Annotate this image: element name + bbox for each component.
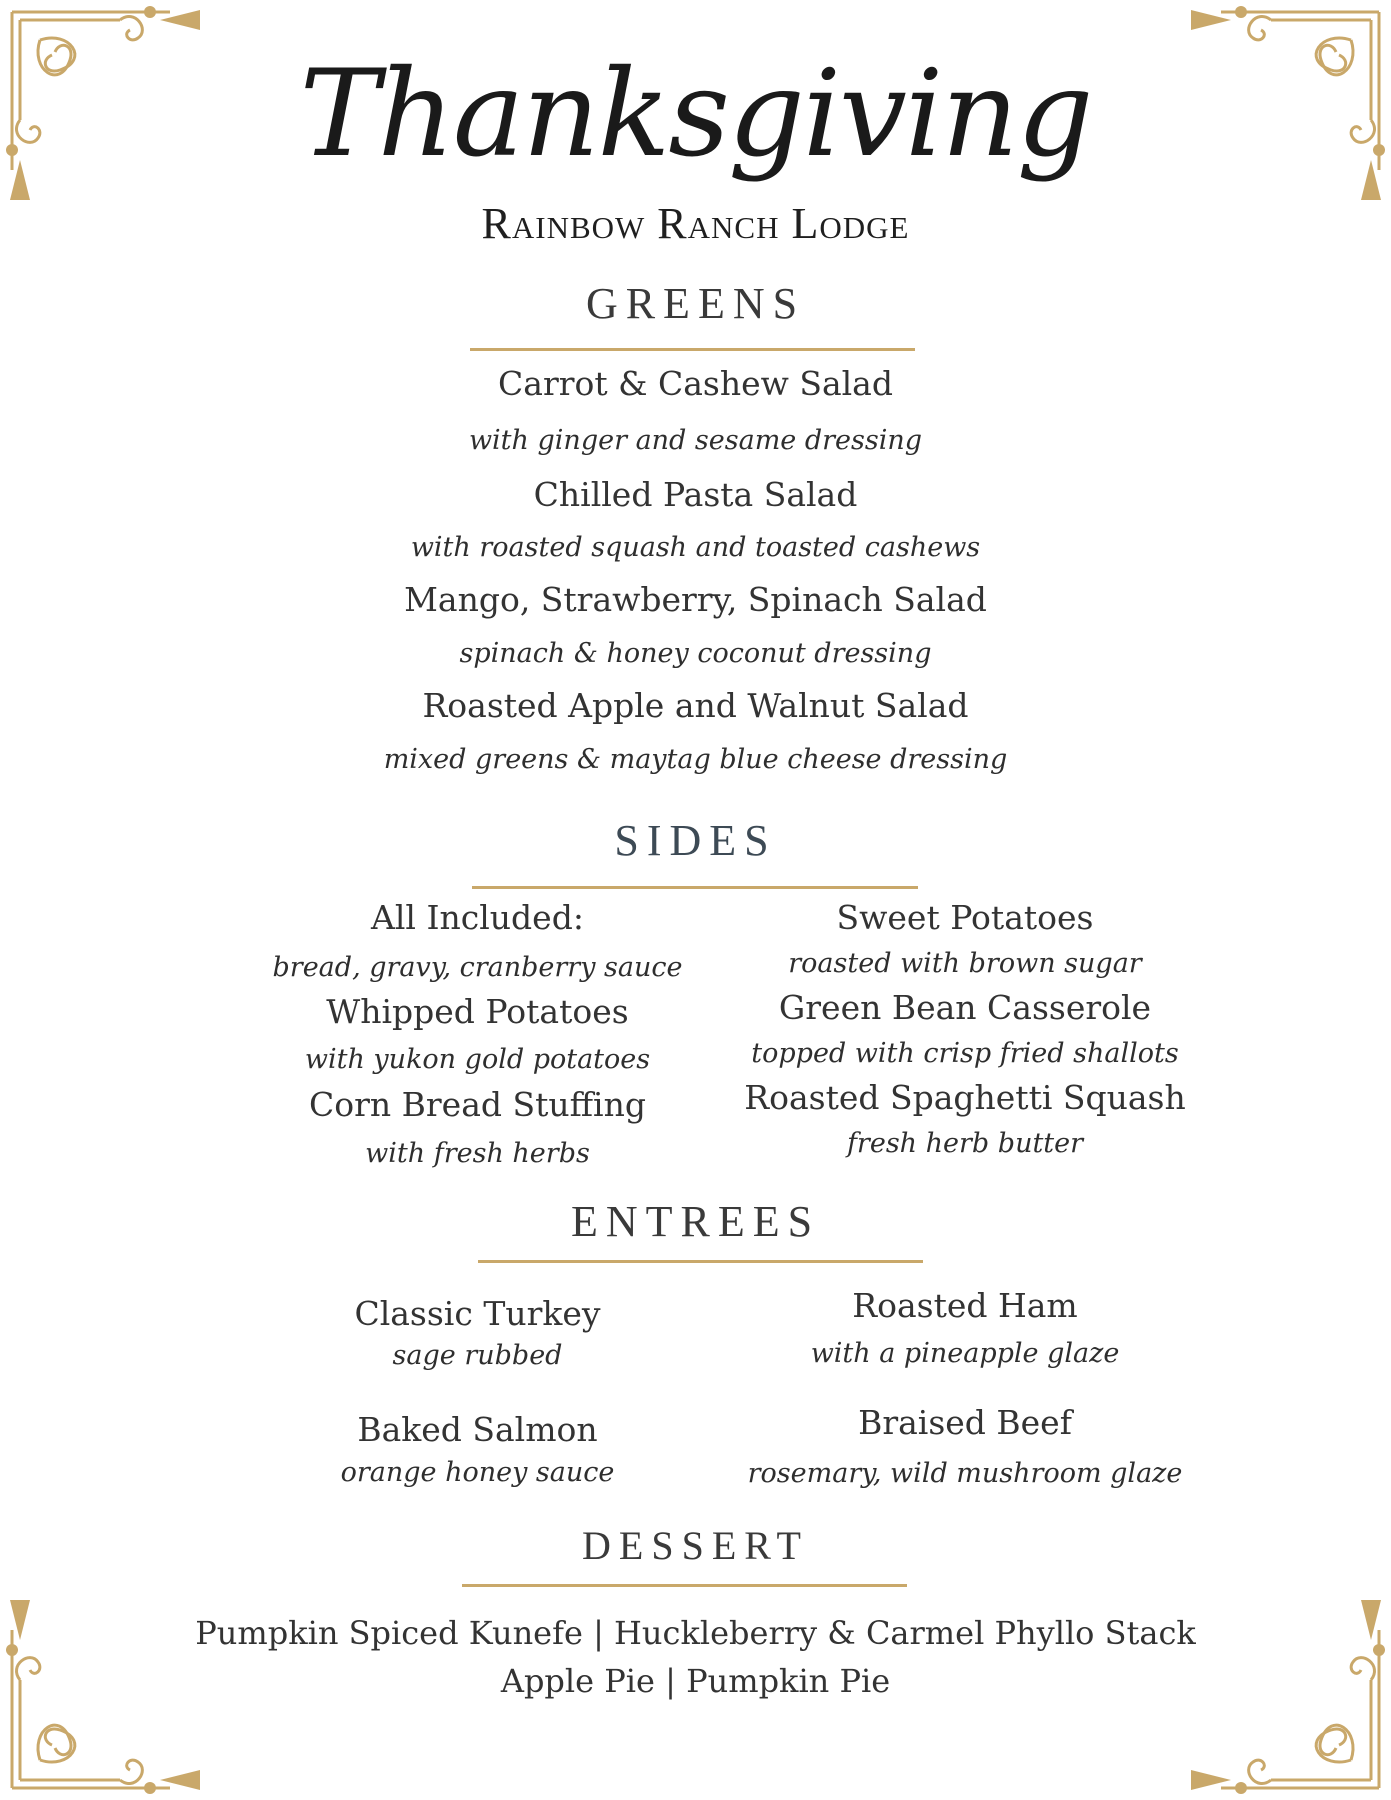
sides-divider xyxy=(472,886,918,889)
sides-left-item-desc: with fresh herbs xyxy=(365,1138,590,1169)
entrees-right-item-name: Roasted Ham xyxy=(852,1286,1078,1325)
sides-left-item-name: Corn Bread Stuffing xyxy=(309,1085,646,1124)
entrees-left-item-name: Baked Salmon xyxy=(357,1410,598,1449)
sides-right-item-desc: fresh herb butter xyxy=(846,1128,1084,1159)
entrees-divider xyxy=(478,1260,923,1263)
sides-heading: SIDES xyxy=(614,816,777,865)
sides-right-item-name: Green Bean Casserole xyxy=(778,988,1152,1027)
entrees-right-item-desc: rosemary, wild mushroom glaze xyxy=(747,1458,1183,1489)
entrees-right-item-desc: with a pineapple glaze xyxy=(810,1338,1120,1369)
greens-item-desc: spinach & honey coconut dressing xyxy=(459,638,932,669)
dessert-line: Apple Pie | Pumpkin Pie xyxy=(500,1662,891,1700)
greens-item-name: Carrot & Cashew Salad xyxy=(498,364,893,403)
sides-left-item-desc: bread, gravy, cranberry sauce xyxy=(272,952,683,983)
entrees-left-item-desc: orange honey sauce xyxy=(340,1457,615,1488)
greens-item-name: Mango, Strawberry, Spinach Salad xyxy=(404,580,987,619)
dessert-divider xyxy=(462,1584,907,1587)
entrees-right-item-name: Braised Beef xyxy=(858,1403,1072,1442)
greens-item-desc: mixed greens & maytag blue cheese dressing xyxy=(383,744,1008,775)
venue-name: Rainbow Ranch Lodge xyxy=(481,199,910,248)
greens-item-name: Chilled Pasta Salad xyxy=(533,475,858,514)
greens-item-desc: with ginger and sesame dressing xyxy=(468,425,923,456)
sides-right-item-name: Sweet Potatoes xyxy=(836,898,1094,937)
greens-item-desc: with roasted squash and toasted cashews xyxy=(410,532,981,563)
dessert-heading: DESSERT xyxy=(582,1523,809,1568)
sides-right-item-name: Roasted Spaghetti Squash xyxy=(744,1078,1186,1117)
menu-title: Thanksgiving xyxy=(299,45,1092,184)
sides-left-item-desc: with yukon gold potatoes xyxy=(304,1044,651,1075)
dessert-line: Pumpkin Spiced Kunefe | Huckleberry & Carmel Phyllo Stack xyxy=(195,1614,1196,1652)
greens-heading: GREENS xyxy=(585,279,806,328)
greens-divider xyxy=(470,348,915,351)
entrees-heading: ENTREES xyxy=(570,1197,821,1246)
sides-left-item-name: All Included: xyxy=(371,898,584,937)
greens-item-name: Roasted Apple and Walnut Salad xyxy=(422,686,969,725)
sides-left-item-name: Whipped Potatoes xyxy=(326,992,629,1031)
sides-right-item-desc: topped with crisp fried shallots xyxy=(751,1038,1179,1069)
sides-right-item-desc: roasted with brown sugar xyxy=(788,948,1142,979)
entrees-left-item-desc: sage rubbed xyxy=(392,1340,563,1371)
entrees-left-item-name: Classic Turkey xyxy=(354,1294,601,1333)
